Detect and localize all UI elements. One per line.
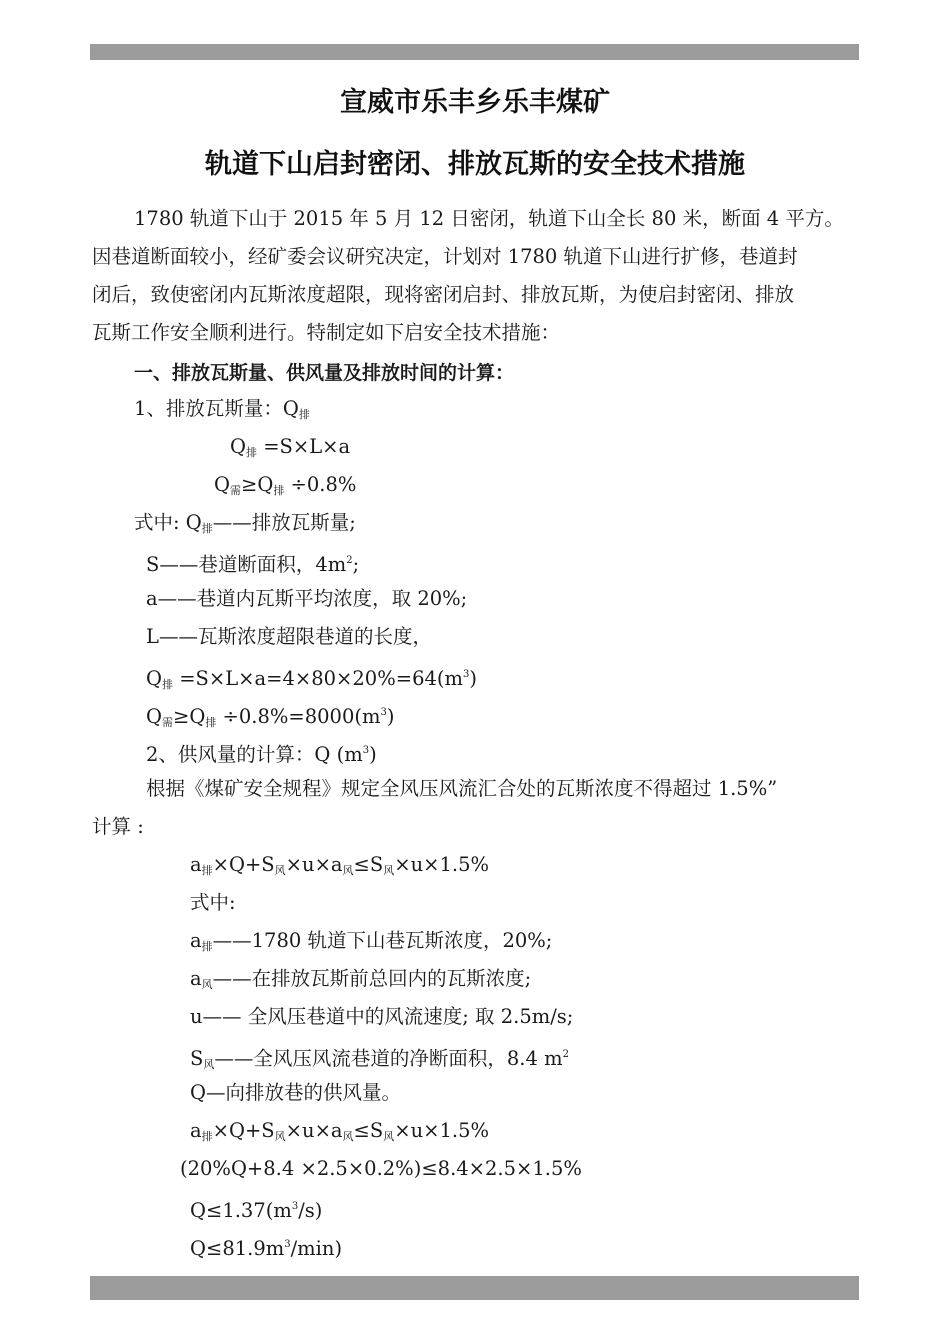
- equation-3: (20%Q+8.4 ×2.5×0.2%)≤8.4×2.5×1.5%: [180, 1157, 582, 1180]
- doc-title-line2: 轨道下山启封密闭、排放瓦斯的安全技术措施: [205, 149, 745, 180]
- doc-title-line1: 宣威市乐丰乡乐丰煤矿: [340, 87, 610, 118]
- section-heading-1: 一、排放瓦斯量、供风量及排放时间的计算：: [134, 362, 515, 384]
- result-q-xu: $Q_需\ge Q_排 \div 0.8\%=8000(m^3)$: [146, 705, 395, 729]
- formula-q-xu: $Q_需\ge Q_排 \div 0.8\%$: [214, 473, 357, 497]
- header-rule: [90, 44, 859, 60]
- formula-q-pai: $Q_排 =S\times L\times a$: [230, 435, 351, 459]
- equation-2: $a_排\times Q+S_风\times u\times a_风\le S_风\times u\times 1.5\%$: [190, 1119, 490, 1143]
- equation-1: $a_排\times Q+S_风\times u\times a_风\le S_风\times u\times 1.5\%$: [190, 853, 490, 877]
- definition-q-supply: Q—向排放巷的供风量。: [190, 1081, 401, 1104]
- intro-line-1: 1780 轨道下山于 2015 年 5 月 12 日密闭，轨道下山全长 80 米，断面 4 平方。: [134, 207, 844, 230]
- intro-line-3: 闭后，致使密闭内瓦斯浓度超限，现将密闭启封、排放瓦斯，为使启封密闭、排放: [92, 283, 795, 306]
- where-label: 式中:: [190, 891, 236, 914]
- equation-5: $Q\le 81.9m^3/\min$): [190, 1237, 343, 1260]
- equation-4: $Q\le 1.37(m^3/s)$: [190, 1199, 323, 1222]
- definition-s-feng: $S_风——$全风压风流巷道的净断面积，8.4 $m^2$: [190, 1047, 569, 1071]
- definition-l: L——瓦斯浓度超限巷道的长度，: [146, 625, 432, 648]
- definition-s: S——巷道断面积，$4m^2$;: [146, 553, 360, 576]
- definition-a: a——巷道内瓦斯平均浓度，取 20%;: [146, 587, 468, 610]
- result-q-pai: $Q_排 =S\times L\times a=4\times 80\times 20\%=64(m^3)$: [146, 667, 477, 691]
- calc2-title: 2、供风量的计算：Q $(m^3)$: [146, 743, 377, 766]
- calc1-title: 1、排放瓦斯量：$Q_排$: [134, 397, 310, 421]
- definition-a-pai: $a_排——1780$ 轨道下山巷瓦斯浓度，20%;: [190, 929, 553, 953]
- intro-line-2: 因巷道断面较小，经矿委会议研究决定，计划对 1780 轨道下山进行扩修，巷道封: [92, 245, 798, 268]
- rule-line-2: 计算 :: [92, 815, 144, 838]
- definition-u: u—— 全风压巷道中的风流速度; 取 2.5m/s;: [190, 1005, 574, 1028]
- intro-line-4: 瓦斯工作安全顺利进行。特制定如下启安全技术措施：: [92, 321, 561, 344]
- definition-q: 式中: $Q_排——$排放瓦斯量;: [134, 511, 356, 535]
- definition-a-feng: $a_风——$在排放瓦斯前总回内的瓦斯浓度;: [190, 967, 532, 991]
- rule-line-1: 根据《煤矿安全规程》规定全风压风流汇合处的瓦斯浓度不得超过 1.5%”: [146, 777, 778, 800]
- footer-rule: [90, 1276, 859, 1300]
